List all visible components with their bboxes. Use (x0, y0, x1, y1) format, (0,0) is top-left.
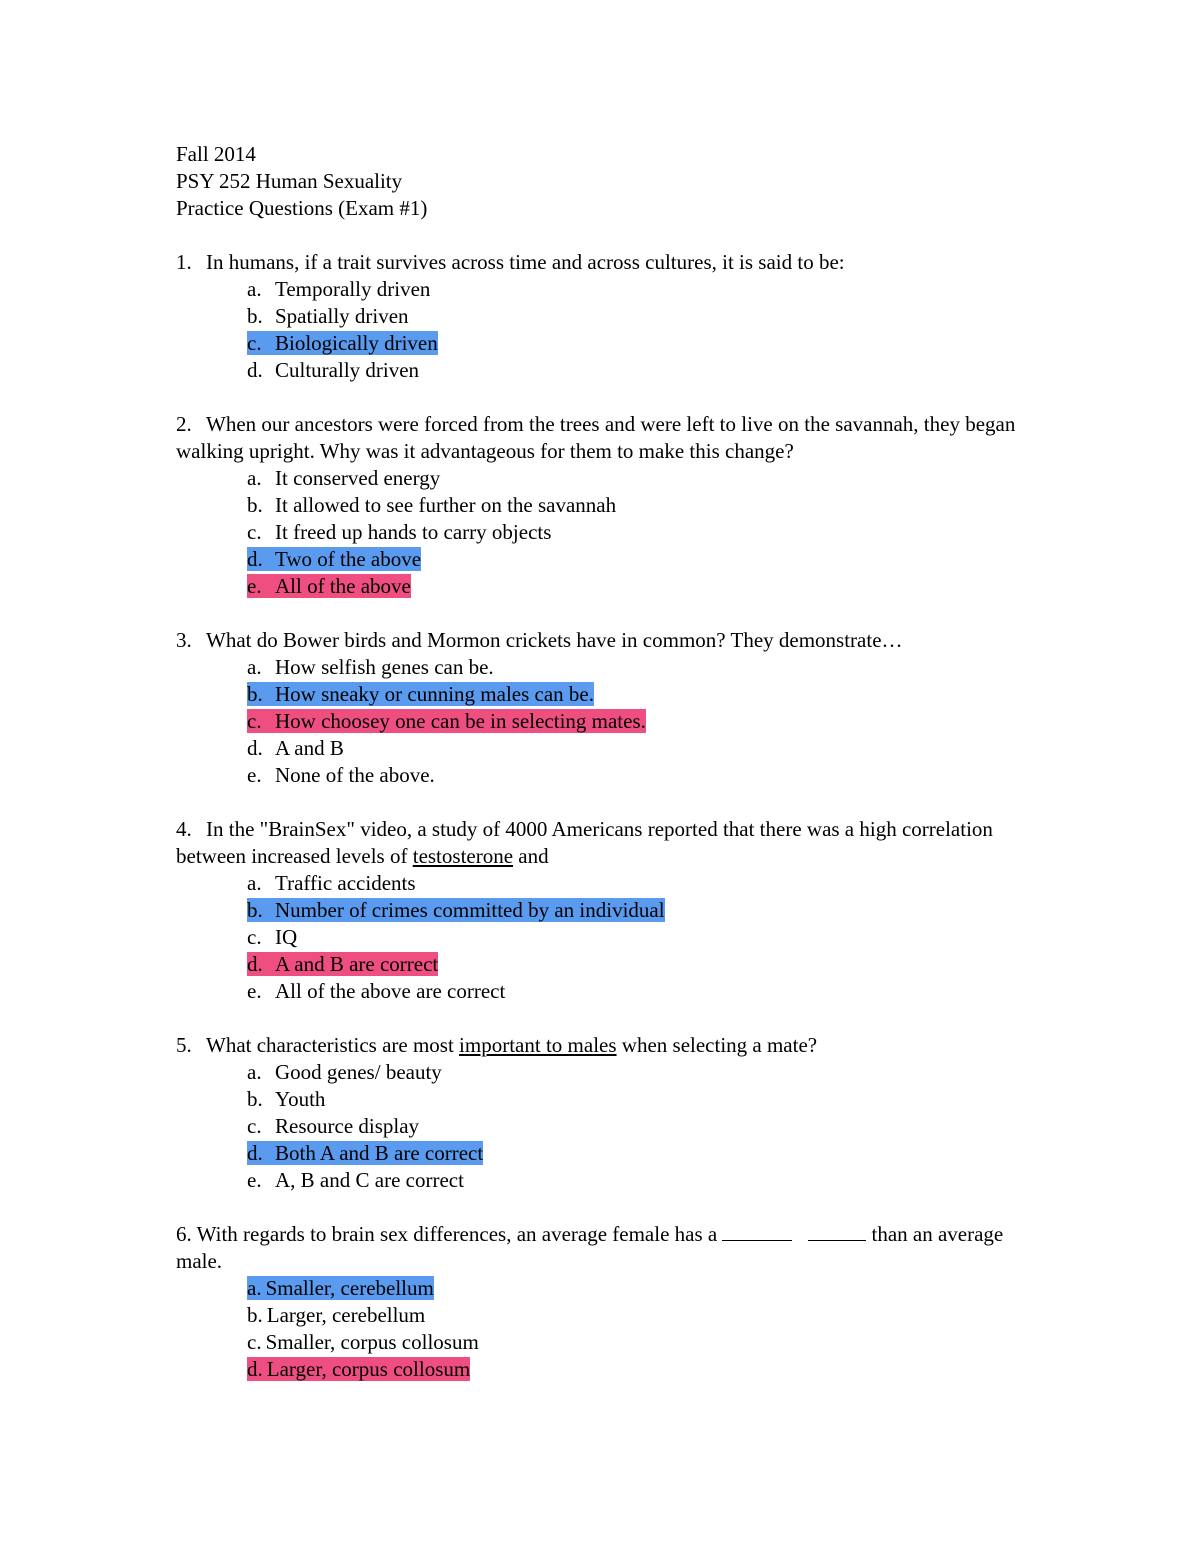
option-3b (176, 681, 1026, 708)
option-2d (176, 546, 1026, 573)
underlined-term: important to males (459, 1033, 617, 1057)
option-4c: c. IQ (247, 925, 298, 949)
question-2 (176, 411, 1026, 600)
option-2c: c. It freed up hands to carry objects (247, 520, 552, 544)
question-3 (176, 627, 1026, 789)
option-4a: a. Traffic accidents (247, 871, 416, 895)
option-6b: b. Larger, cerebellum (247, 1303, 426, 1327)
option-5b: b. Youth (247, 1087, 326, 1111)
option-6d (176, 1356, 1026, 1383)
document-page (176, 141, 1026, 1383)
blue-highlight: b. How sneaky or cunning males can be. (247, 682, 594, 706)
option-2a: a. It conserved energy (247, 466, 441, 490)
question-5 (176, 1032, 1026, 1194)
question-6-text: 6. With regards to brain sex differences, an average female has a than an average male. (176, 1222, 1004, 1273)
question-5-text: 5. What characteristics are most important to males when selecting a mate? (176, 1033, 818, 1057)
option-1c (176, 330, 1026, 357)
blue-highlight: b. Number of crimes committed by an individual (247, 898, 665, 922)
option-1d: d. Culturally driven (247, 358, 420, 382)
blue-highlight: c. Biologically driven (247, 331, 438, 355)
blue-highlight: d. Two of the above (247, 547, 422, 571)
question-1-text: 1. In humans, if a trait survives across time and across cultures, it is said to be: (176, 250, 845, 274)
question-3-text: 3. What do Bower birds and Mormon crickets have in common? They demonstrate… (176, 628, 903, 652)
course-line: PSY 252 Human Sexuality (176, 169, 403, 193)
option-5a: a. Good genes/ beauty (247, 1060, 442, 1084)
option-5c: c. Resource display (247, 1114, 420, 1138)
option-1a: a. Temporally driven (247, 277, 431, 301)
blue-highlight: d. Both A and B are correct (247, 1141, 484, 1165)
option-5d (176, 1140, 1026, 1167)
option-4d (176, 951, 1026, 978)
pink-highlight: c. How choosey one can be in selecting mates. (247, 709, 646, 733)
pink-highlight: d. Larger, corpus collosum (247, 1357, 471, 1381)
option-4b (176, 897, 1026, 924)
question-1 (176, 249, 1026, 384)
option-3c (176, 708, 1026, 735)
option-2e (176, 573, 1026, 600)
option-3d: d. A and B (247, 736, 344, 760)
question-6 (176, 1221, 1026, 1383)
blue-highlight: a. Smaller, cerebellum (247, 1276, 434, 1300)
underlined-term: testosterone (412, 844, 514, 868)
option-3e: e. None of the above. (247, 763, 435, 787)
option-6a (176, 1275, 1026, 1302)
term-line: Fall 2014 (176, 142, 256, 166)
option-5e: e. A, B and C are correct (247, 1168, 464, 1192)
option-1b: b. Spatially driven (247, 304, 409, 328)
pink-highlight: e. All of the above (247, 574, 411, 598)
answer-blank-2 (808, 1222, 866, 1241)
option-3a: a. How selfish genes can be. (247, 655, 494, 679)
answer-blank-1 (722, 1222, 792, 1241)
option-4e: e. All of the above are correct (247, 979, 506, 1003)
pink-highlight: d. A and B are correct (247, 952, 439, 976)
question-4 (176, 816, 1026, 1005)
question-2-text: 2. When our ancestors were forced from the trees and were left to live on the savannah, they began walking upright. Why was it advantageous for them to make this change? (176, 412, 1016, 463)
option-2b: b. It allowed to see further on the savannah (247, 493, 617, 517)
option-6c: c. Smaller, corpus collosum (247, 1330, 479, 1354)
page-title: Practice Questions (Exam #1) (176, 196, 428, 220)
question-4-text: 4. In the "BrainSex" video, a study of 4000 Americans reported that there was a high correlation between increased levels of testosterone and (176, 817, 993, 868)
